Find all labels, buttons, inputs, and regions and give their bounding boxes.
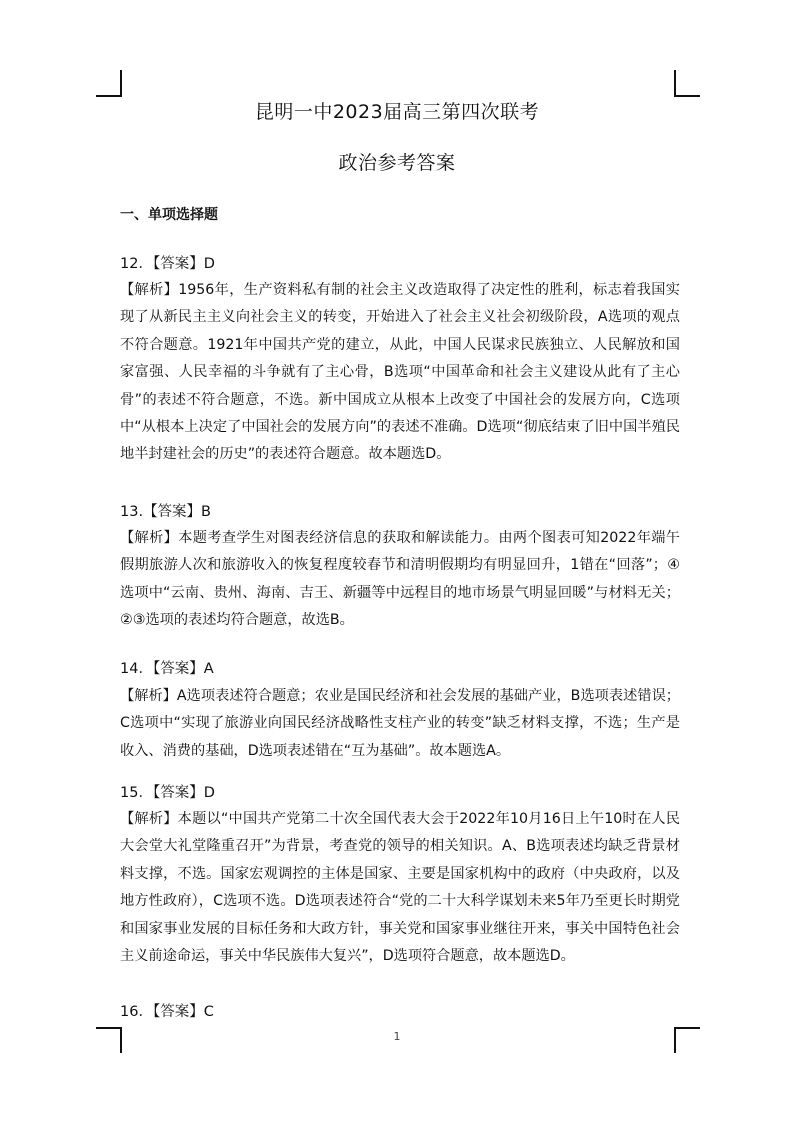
- answer-13: 13.【答案】B: [120, 504, 212, 520]
- crop-mark-bottom-left-h: [96, 1027, 122, 1029]
- analysis-15: 【解析】本题以“中国共产党第二十次全国代表大会于2022年10月16日上午10时在人民大会堂大礼堂隆重召开”为背景，考查党的领导的相关知识。A、B选项表述均缺乏背景材料支撑，不选。国家宏观调控的主体是国家、主要是国家机构中的政府（中央政府，以及地方性政府），C选项不选。D选项表述符合“党的二十大科学谋划未来5年乃至更长时期党和国家事业发展的目标任务和大政方针，事关党和国家事业继往开来，事关中国特色社会主义前途命运，事关中华民族伟大复兴”，D选项符合题意，故本题选D。: [120, 811, 680, 965]
- crop-mark-bottom-right-h: [674, 1027, 700, 1029]
- analysis-14: 【解析】A选项表述符合题意；农业是国民经济和社会发展的基础产业，B选项表述错误；C选项中“实现了旅游业向国民经济战略性支柱产业的转变”缺乏材料支撑，不选；生产是收入、消费的基础，D选项表述错在“互为基础”。故本题选A。: [120, 688, 680, 759]
- answer-16: 16．【答案】C: [120, 1004, 214, 1020]
- document-subtitle: 政治参考答案: [338, 152, 456, 174]
- analysis-13: 【解析】本题考查学生对图表经济信息的获取和解读能力。由两个图表可知2022年端午假期旅游人次和旅游收入的恢复程度较春节和清明假期均有明显回升，1错在“回落”；④选项中“云南、贵州、海南、吉王、新疆等中远程目的地市场景气明显回暖”与材料无关；②③选项的表述均符合题意，故选B。: [120, 530, 680, 629]
- analysis-12: 【解析】1956年，生产资料私有制的社会主义改造取得了决定性的胜利，标志着我国实现了从新民主主义向社会主义的转变，开始进入了社会主义社会初级阶段，A选项的观点不符合题意。1921年中国共产党的建立，从此，中国人民谋求民族独立、人民解放和国家富强、人民幸福的斗争就有了主心骨，B选项“中国革命和社会主义建设从此有了主心骨”的表述不符合题意，不选。新中国成立从根本上改变了中国社会的发展方向，C选项中“从根本上决定了中国社会的发展方向”的表述不准确。D选项“彻底结束了旧中国半殖民地半封建社会的历史”的表述符合题意。故本题选D。: [120, 282, 680, 463]
- answer-14: 14．【答案】A: [120, 661, 214, 677]
- crop-mark-top-left-v: [120, 70, 122, 96]
- document-title: 昆明一中2023届高三第四次联考: [254, 101, 540, 123]
- section-heading: 一、单项选择题: [120, 207, 218, 223]
- answer-12: 12．【答案】D: [120, 256, 215, 272]
- answer-15: 15．【答案】D: [120, 785, 215, 801]
- page-number: 1: [393, 1030, 401, 1043]
- crop-mark-top-right-v: [674, 70, 676, 96]
